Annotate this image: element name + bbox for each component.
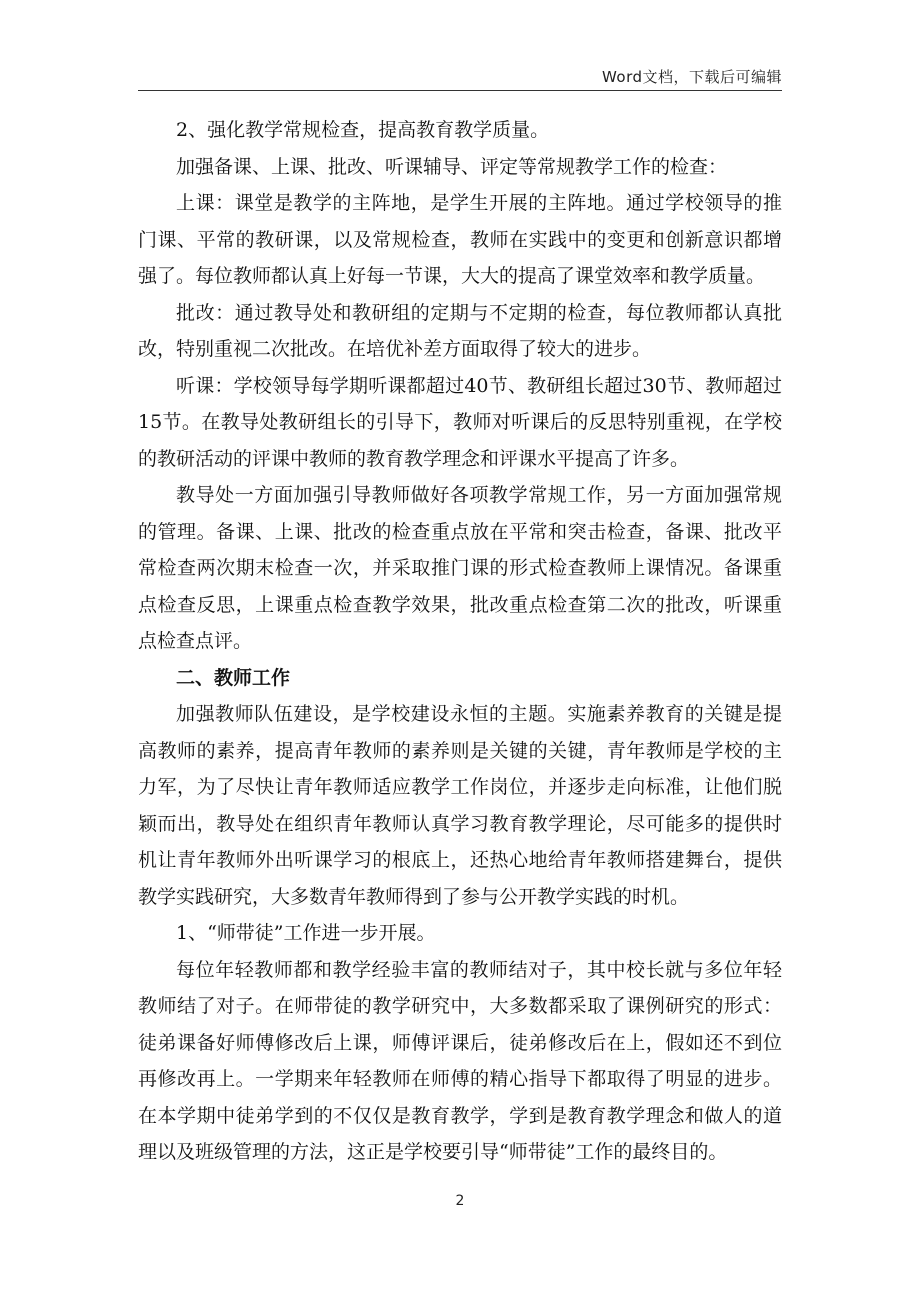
paragraph-teacher-development: 加强教师队伍建设，是学校建设永恒的主题。实施素养教育的关键是提高教师的素养，提高青年教师的素养则是关键的关键，青年教师是学校的主力军，为了尽快让青年教师适应教学工作岗位，并逐步走向标准，让他们脱颖而出，教导处在组织青年教师认真学习教育教学理论，尽可能多的提供时机让青年教师外出听课学习的根底上，还热心地给青年教师搭建舞台，提供教学实践研究，大多数青年教师得到了参与公开教学实践的时机。 <box>138 703 782 908</box>
paragraph-routine-checks: 加强备课、上课、批改、听课辅导、评定等常规教学工作的检查： <box>176 155 728 178</box>
paragraph-mentorship: 每位年轻教师都和教学经验丰富的教师结对子，其中校长就与多位年轻教师结了对子。在师带徒的教学研究中，大多数都采取了课例研究的形式：徒弟课备好师傅修改后上课，师傅评课后，徒弟修改后在上，假如还不到位再修改再上。一学期来年轻教师在师傅的精心指导下都取得了明显的进步。在本学期中徒弟学到的不仅仅是教育教学，学到是教育教学理念和做人的道理以及班级管理的方法，这正是学校要引导“师带徒”工作的最终目的。 <box>138 958 782 1163</box>
header-divider <box>138 90 782 91</box>
paragraph-mentorship-title: 1、“师带徒”工作进一步开展。 <box>176 922 436 944</box>
paragraph-grading: 批改：通过教导处和教研组的定期与不定期的检查，每位教师都认真批改，特别重视二次批改。在培优补差方面取得了较大的进步。 <box>138 301 782 360</box>
page-number: 2 <box>455 1193 465 1209</box>
paragraph-observation: 听课：学校领导每学期听课都超过40节、教研组长超过30节、教师超过15节。在教导处教研组长的引导下，教师对听课后的反思特别重视，在学校的教研活动的评课中教师的教育教学理念和评课水平提高了许多。 <box>138 374 782 470</box>
paragraph-management: 教导处一方面加强引导教师做好各项教学常规工作，另一方面加强常规的管理。备课、上课、批改的检查重点放在平常和突击检查，备课、批改平常检查两次期末检查一次，并采取推门课的形式检查教师上课情况。备课重点检查反思，上课重点检查教学效果，批改重点检查第二次的批改，听课重点检查点评。 <box>138 484 782 652</box>
paragraph-lessons: 上课：课堂是教学的主阵地，是学生开展的主阵地。通过学校领导的推门课、平常的教研课，以及常规检查，教师在实践中的变更和创新意识都增强了。每位教师都认真上好每一节课，大大的提高了课堂效率和教学质量。 <box>138 192 782 287</box>
header-label: Word文档，下载后可编辑 <box>601 68 782 86</box>
document-body <box>138 112 782 1171</box>
section-heading-teachers: 二、教师工作 <box>176 666 291 689</box>
paragraph-subsection-2: 2、强化教学常规检查，提高教育教学质量。 <box>176 119 550 141</box>
